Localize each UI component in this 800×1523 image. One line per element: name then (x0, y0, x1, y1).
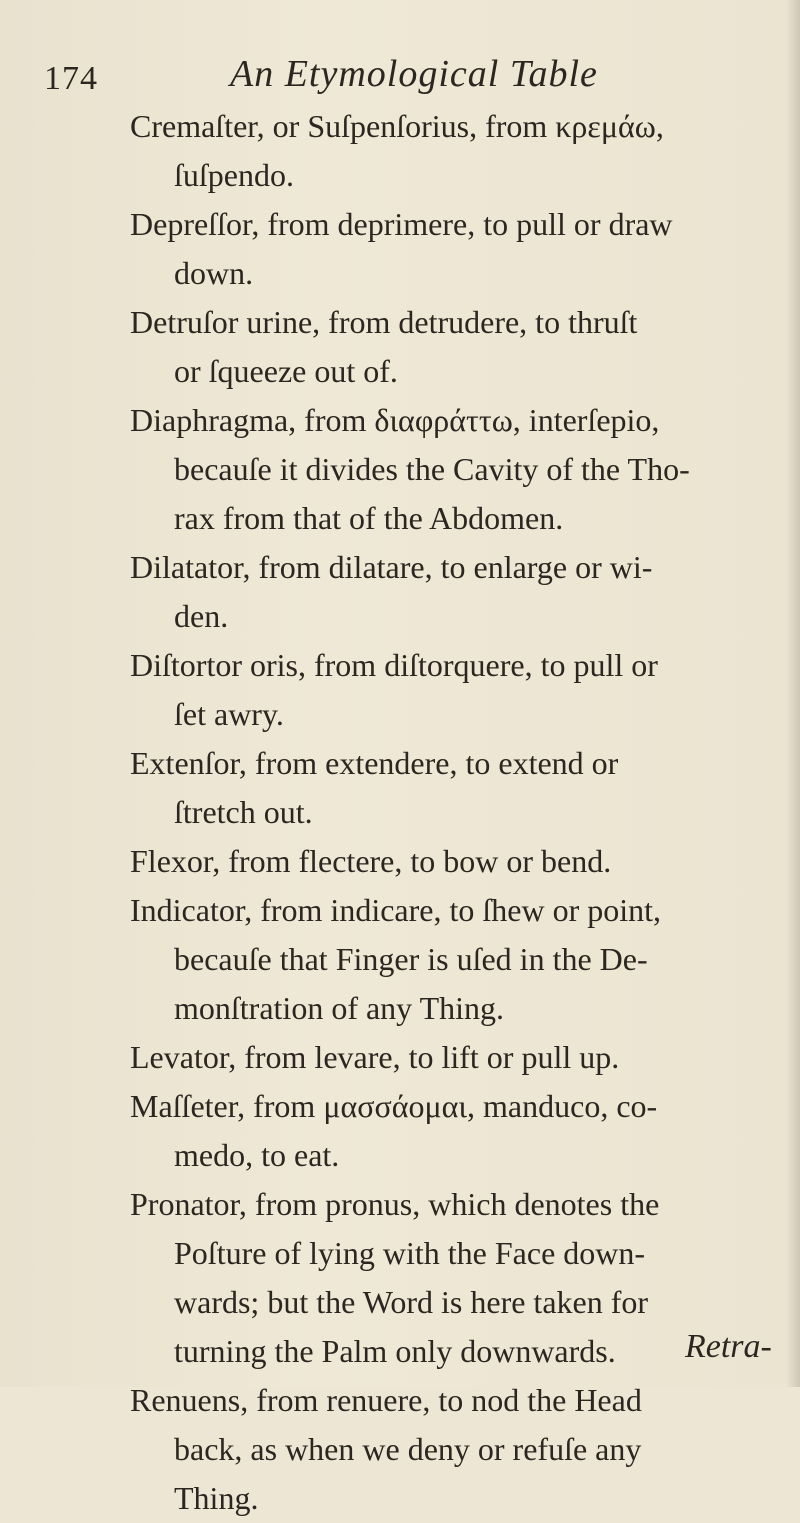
entry-continuation-line: Poſture of lying with the Face down- (174, 1235, 646, 1271)
entry-headword-line: Extenſor, from extendere, to extend or (130, 745, 619, 781)
entry-headword-line: Pronator, from pronus, which denotes the (130, 1186, 660, 1222)
entry-headword-line: Levator, from levare, to lift or pull up. (130, 1039, 620, 1075)
entry-headword-line: Diſtortor oris, from diſtorquere, to pull or (130, 647, 658, 683)
entry-continuation-line: rax from that of the Abdomen. (174, 500, 564, 536)
catchword: Retra- (685, 1328, 772, 1365)
entry-headword-line: Indicator, from indicare, to ſhew or point, (130, 892, 661, 928)
entry-continuation-line: ſuſpendo. (174, 157, 294, 193)
entry-headword-line: Diaphragma, from διαφράττω, interſepio, (130, 402, 660, 438)
entry-headword-line: Renuens, from renuere, to nod the Head (130, 1382, 642, 1418)
entry-headword-line: Maſſeter, from μασσάομαι, manduco, co- (130, 1088, 658, 1124)
entry-continuation-line: becauſe that Finger is uſed in the De- (174, 941, 648, 977)
page-edge-shadow (786, 0, 800, 1387)
entry-continuation-line: Thing. (174, 1480, 259, 1516)
entry-continuation-line: or ſqueeze out of. (174, 353, 398, 389)
entry-headword-line: Dilatator, from dilatare, to enlarge or wi- (130, 549, 653, 585)
entry-continuation-line: back, as when we deny or refuſe any (174, 1431, 642, 1467)
entry-continuation-line: wards; but the Word is here taken for (174, 1284, 649, 1320)
entry-continuation-line: ſet awry. (174, 696, 284, 732)
entry-continuation-line: ſtretch out. (174, 794, 313, 830)
entry-continuation-line: den. (174, 598, 229, 634)
entry-headword-line: Flexor, from flectere, to bow or bend. (130, 843, 612, 879)
entry-continuation-line: turning the Palm only downwards. (174, 1333, 616, 1369)
entry-continuation-line: down. (174, 255, 254, 291)
entry-continuation-line: becauſe it divides the Cavity of the Tho- (174, 451, 690, 487)
entry-headword-line: Cremaſter, or Suſpenſorius, from κρεμάω, (130, 108, 664, 144)
page-number: 174 (44, 60, 98, 97)
entry-continuation-line: medo, to eat. (174, 1137, 340, 1173)
entry-continuation-line: monſtration of any Thing. (174, 990, 505, 1026)
entry-list (130, 102, 780, 1523)
entry-headword-line: Depreſſor, from deprimere, to pull or draw (130, 206, 673, 242)
running-head: An Etymological Table (230, 53, 598, 95)
entry-headword-line: Detruſor urine, from detrudere, to thruſt (130, 304, 638, 340)
